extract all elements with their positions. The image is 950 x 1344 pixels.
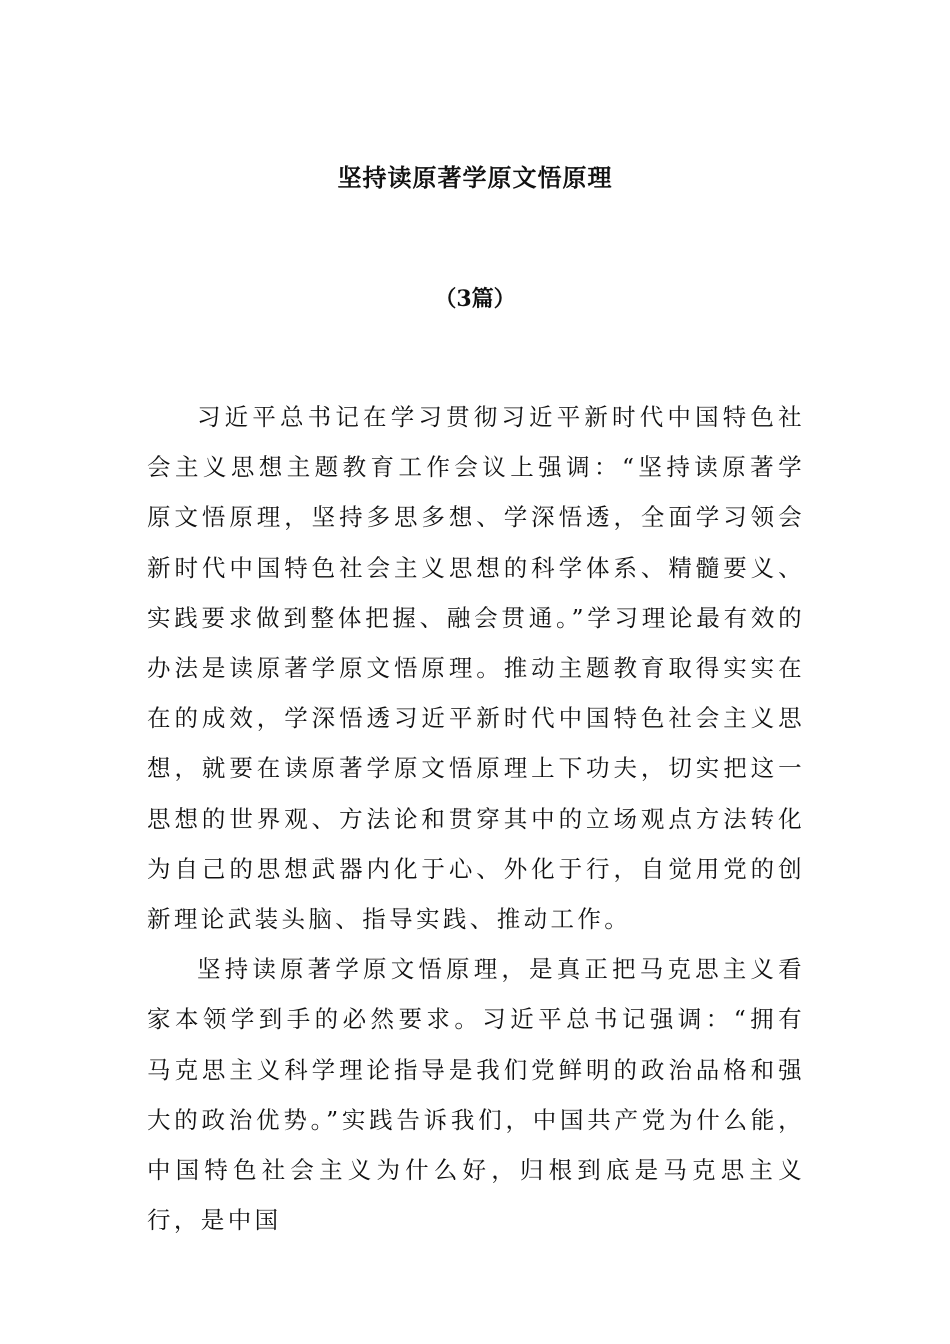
paragraph: 习近平总书记在学习贯彻习近平新时代中国特色社会主义思想主题教育工作会议上强调：“坚持读原著学原文悟原理，坚持多思多想、学深悟透，全面学习领会新时代中国特色社会主义思想的科学体系、精髓要义、实践要求做到整体把握、融会贯通。”学习理论最有效的办法是读原著学原文悟原理。推动主题教育取得实实在在的成效，学深悟透习近平新时代中国特色社会主义思想，就要在读原著学原文悟原理上下功夫，切实把这一思想的世界观、方法论和贯穿其中的立场观点方法转化为自己的思想武器内化于心、外化于行，自觉用党的创新理论武装头脑、指导实践、推动工作。 (147, 403, 805, 934)
document-subtitle: （3篇） (434, 286, 516, 312)
document-body (147, 392, 805, 1245)
paragraph: 坚持读原著学原文悟原理，是真正把马克思主义看家本领学到手的必然要求。习近平总书记强调：“拥有马克思主义科学理论指导是我们党鲜明的政治品格和强大的政治优势。”实践告诉我们，中国共产党为什么能，中国特色社会主义为什么好，归根到底是马克思主义行，是中国 (147, 955, 805, 1235)
document-title: 坚持读原著学原文悟原理 (337, 163, 613, 192)
